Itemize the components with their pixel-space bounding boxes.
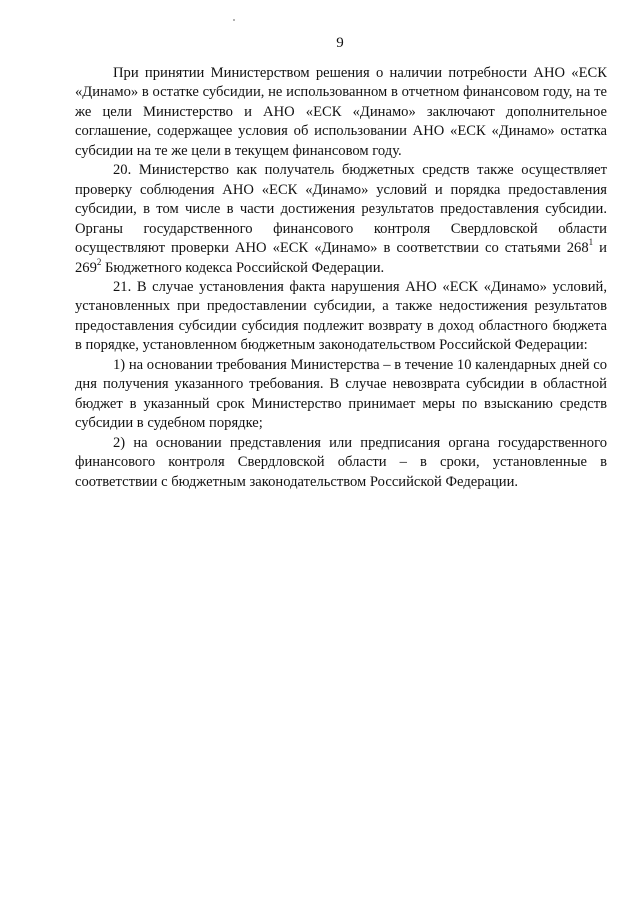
scan-speck: [233, 19, 235, 21]
paragraph-20-inspection: [75, 161, 607, 278]
list-item-2-control-body: 2) на основании представления или предписания органа государственного финансового контроля Свердловской области – в сроки, установленные в соответствии с бюджетным законодательством Российской Федерации.: [75, 434, 607, 490]
paragraph-20-text-before: 20. Министерство как получатель бюджетных средств также осуществляет проверку соблюдения АНО «ЕСК «Динамо» условий и порядка предоставления субсидии, в том числе в части достижения результатов предоставления субсидии. Органы государственного финансового контроля Свердловской области осуществляют проверки АНО «ЕСК «Динамо» в соответствии со статьями 268: [75, 162, 607, 257]
paragraph-subsidy-remainder: При принятии Министерством решения о наличии потребности АНО «ЕСК «Динамо» в остатке субсидии, не использованном в отчетном финансовом году, на те же цели Министерство и АНО «ЕСК «Динамо» заключают дополнительное соглашение, содержащее условия об использовании АНО «ЕСК «Динамо» остатка субсидии на те же цели в текущем финансовом году.: [75, 65, 607, 159]
paragraph-21-violation: 21. В случае установления факта нарушения АНО «ЕСК «Динамо» условий, установленных при предоставлении субсидии, а также недостижения результатов предоставления субсидии субсидия подлежит возврату в доход областного бюджета в порядке, установленном бюджетным законодательством Российской Федерации:: [75, 278, 607, 354]
document-body: [75, 64, 607, 492]
page-number: 9: [336, 35, 344, 51]
article-268-superscript: 1: [588, 237, 594, 248]
paragraph-20-text-after: Бюджетного кодекса Российской Федерации.: [101, 259, 385, 276]
list-item-1-ministry-demand: 1) на основании требования Министерства – в течение 10 календарных дней со дня получения указанного требования. В случае невозврата субсидии в областной бюджет в указанный срок Министерство принимает меры по взысканию средств субсидии в судебном порядке;: [75, 356, 607, 432]
paragraph-20-text-middle: и 269: [75, 240, 607, 276]
article-269-superscript: 2: [96, 256, 102, 267]
